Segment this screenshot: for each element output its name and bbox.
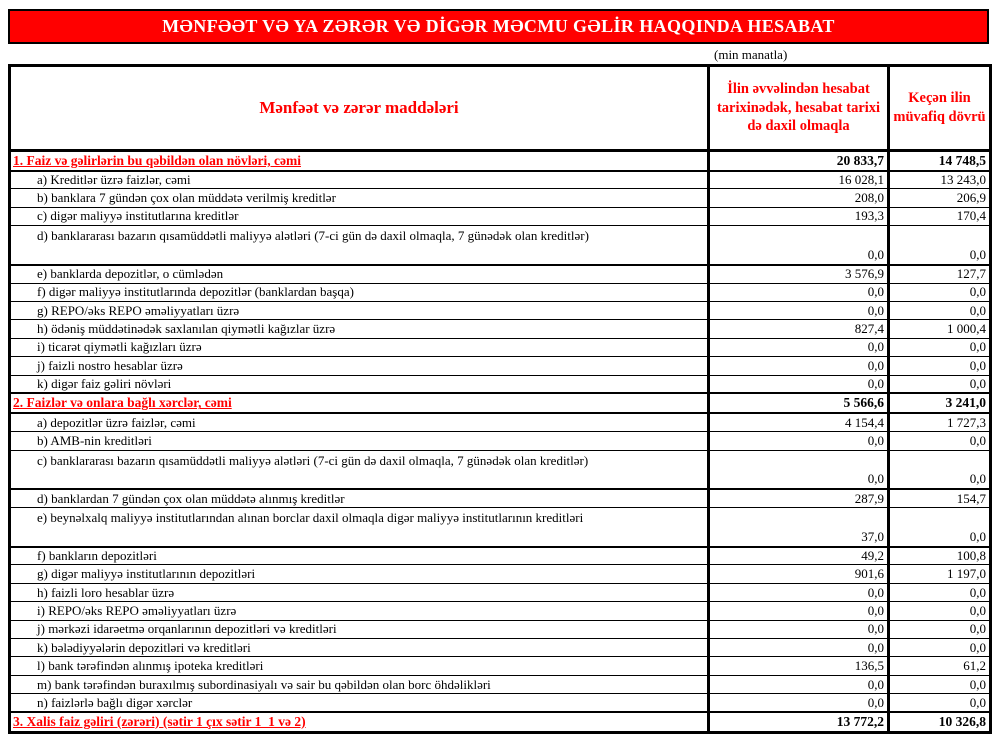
row-label: j) mərkəzi idarəetmə orqanlarının depozitləri və kreditləri bbox=[10, 620, 709, 638]
unit-note-row bbox=[8, 44, 989, 64]
value-current-period: 0,0 bbox=[709, 639, 889, 657]
row-label: k) bələdiyyələrin depozitləri və kreditləri bbox=[10, 639, 709, 657]
row-label: f) bankların depozitləri bbox=[10, 547, 709, 565]
value-current-period: 0,0 bbox=[709, 694, 889, 712]
value-current-period: 0,0 bbox=[709, 602, 889, 620]
value-previous-period: 154,7 bbox=[889, 489, 991, 507]
value-current-period: 13 772,2 bbox=[709, 712, 889, 732]
row-label: i) REPO/əks REPO əməliyyatları üzrə bbox=[10, 602, 709, 620]
value-current-period: 0,0 bbox=[709, 338, 889, 356]
value-current-period: 0,0 bbox=[709, 226, 889, 265]
column-header-current-period: İlin əvvəlindən hesabat tarixinədək, hesabat tarixi də daxil olmaqla bbox=[709, 66, 889, 151]
table-row bbox=[10, 432, 991, 450]
table-row bbox=[10, 694, 991, 712]
table-row bbox=[10, 583, 991, 601]
value-previous-period: 206,9 bbox=[889, 189, 991, 207]
table-row bbox=[10, 357, 991, 375]
row-label: a) Kreditlər üzrə faizlər, cəmi bbox=[10, 171, 709, 189]
table-row bbox=[10, 413, 991, 431]
row-label: d) banklardan 7 gündən çox olan müddətə alınmış kreditlər bbox=[10, 489, 709, 507]
row-label: k) digər faiz gəliri növləri bbox=[10, 375, 709, 393]
row-label: c) digər maliyyə institutlarına kreditlər bbox=[10, 207, 709, 225]
value-current-period: 0,0 bbox=[709, 357, 889, 375]
report-table-body bbox=[10, 151, 991, 733]
table-row bbox=[10, 265, 991, 283]
table-row bbox=[10, 320, 991, 338]
value-previous-period: 0,0 bbox=[889, 694, 991, 712]
row-label: f) digər maliyyə institutlarında depozitlər (banklardan başqa) bbox=[10, 283, 709, 301]
value-current-period: 208,0 bbox=[709, 189, 889, 207]
table-row bbox=[10, 207, 991, 225]
value-previous-period: 3 241,0 bbox=[889, 393, 991, 413]
row-label: g) REPO/əks REPO əməliyyatları üzrə bbox=[10, 301, 709, 319]
table-row bbox=[10, 565, 991, 583]
value-current-period: 287,9 bbox=[709, 489, 889, 507]
value-current-period: 4 154,4 bbox=[709, 413, 889, 431]
value-current-period: 0,0 bbox=[709, 432, 889, 450]
value-current-period: 49,2 bbox=[709, 547, 889, 565]
table-row bbox=[10, 547, 991, 565]
value-current-period: 0,0 bbox=[709, 301, 889, 319]
row-label: i) ticarət qiymətli kağızları üzrə bbox=[10, 338, 709, 356]
table-row bbox=[10, 657, 991, 675]
value-previous-period: 0,0 bbox=[889, 508, 991, 547]
column-header-items: Mənfəət və zərər maddələri bbox=[10, 66, 709, 151]
report-title-banner bbox=[8, 9, 989, 44]
value-previous-period: 0,0 bbox=[889, 583, 991, 601]
value-current-period: 3 576,9 bbox=[709, 265, 889, 283]
table-row bbox=[10, 602, 991, 620]
value-current-period: 0,0 bbox=[709, 675, 889, 693]
table-row bbox=[10, 508, 991, 547]
table-row bbox=[10, 283, 991, 301]
table-row bbox=[10, 393, 991, 413]
table-row bbox=[10, 489, 991, 507]
value-previous-period: 0,0 bbox=[889, 450, 991, 489]
row-label: b) banklara 7 gündən çox olan müddətə verilmiş kreditlər bbox=[10, 189, 709, 207]
table-row bbox=[10, 171, 991, 189]
value-current-period: 0,0 bbox=[709, 283, 889, 301]
row-label: h) faizli loro hesablar üzrə bbox=[10, 583, 709, 601]
value-previous-period: 0,0 bbox=[889, 338, 991, 356]
row-label: j) faizli nostro hesablar üzrə bbox=[10, 357, 709, 375]
value-previous-period: 127,7 bbox=[889, 265, 991, 283]
row-label: c) banklararası bazarın qısamüddətli maliyyə alətləri (7-ci gün də daxil olmaqla, 7 günədək olan kreditlər) bbox=[10, 450, 709, 489]
value-previous-period: 1 000,4 bbox=[889, 320, 991, 338]
value-previous-period: 0,0 bbox=[889, 375, 991, 393]
value-current-period: 37,0 bbox=[709, 508, 889, 547]
row-label: h) ödəniş müddətinədək saxlanılan qiymətli kağızlar üzrə bbox=[10, 320, 709, 338]
value-previous-period: 0,0 bbox=[889, 620, 991, 638]
value-previous-period: 1 197,0 bbox=[889, 565, 991, 583]
table-row bbox=[10, 301, 991, 319]
value-previous-period: 10 326,8 bbox=[889, 712, 991, 732]
row-label: d) banklararası bazarın qısamüddətli maliyyə alətləri (7-ci gün də daxil olmaqla, 7 günədək olan kreditlər) bbox=[10, 226, 709, 265]
row-label: e) beynəlxalq maliyyə institutlarından alınan borclar daxil olmaqla digər maliyyə institutlarının kreditləri bbox=[10, 508, 709, 547]
value-previous-period: 0,0 bbox=[889, 675, 991, 693]
value-current-period: 193,3 bbox=[709, 207, 889, 225]
table-row bbox=[10, 151, 991, 171]
row-label: 3. Xalis faiz gəliri (zərəri) (sətir 1 çıx sətir 1_1 və 2) bbox=[10, 712, 709, 732]
table-row bbox=[10, 639, 991, 657]
row-label: n) faizlərlə bağlı digər xərclər bbox=[10, 694, 709, 712]
row-label: g) digər maliyyə institutlarının depozitləri bbox=[10, 565, 709, 583]
table-row bbox=[10, 226, 991, 265]
value-current-period: 136,5 bbox=[709, 657, 889, 675]
value-previous-period: 1 727,3 bbox=[889, 413, 991, 431]
value-previous-period: 61,2 bbox=[889, 657, 991, 675]
row-label: m) bank tərəfindən buraxılmış subordinasiyalı və sair bu qəbildən olan borc öhdəlikləri bbox=[10, 675, 709, 693]
row-label: a) depozitlər üzrə faizlər, cəmi bbox=[10, 413, 709, 431]
value-previous-period: 0,0 bbox=[889, 226, 991, 265]
row-label: 2. Faizlər və onlara bağlı xərclər, cəmi bbox=[10, 393, 709, 413]
table-row bbox=[10, 450, 991, 489]
table-row bbox=[10, 675, 991, 693]
unit-note: (min manatla) bbox=[714, 47, 788, 62]
value-previous-period: 13 243,0 bbox=[889, 171, 991, 189]
value-previous-period: 170,4 bbox=[889, 207, 991, 225]
value-current-period: 0,0 bbox=[709, 375, 889, 393]
row-label: 1. Faiz və gəlirlərin bu qəbildən olan növləri, cəmi bbox=[10, 151, 709, 171]
table-row bbox=[10, 338, 991, 356]
value-previous-period: 0,0 bbox=[889, 432, 991, 450]
column-header-previous-period: Keçən ilin müvafiq dövrü bbox=[889, 66, 991, 151]
row-label: b) AMB-nin kreditləri bbox=[10, 432, 709, 450]
report-title: MƏNFƏƏT VƏ YA ZƏRƏR VƏ DİGƏR MƏCMU GƏLİR HAQQINDA HESABAT bbox=[162, 16, 835, 36]
value-previous-period: 100,8 bbox=[889, 547, 991, 565]
table-row bbox=[10, 375, 991, 393]
profit-loss-table bbox=[8, 64, 992, 734]
value-previous-period: 0,0 bbox=[889, 602, 991, 620]
table-row bbox=[10, 712, 991, 732]
value-previous-period: 0,0 bbox=[889, 283, 991, 301]
value-previous-period: 0,0 bbox=[889, 301, 991, 319]
value-current-period: 5 566,6 bbox=[709, 393, 889, 413]
value-current-period: 0,0 bbox=[709, 450, 889, 489]
value-previous-period: 14 748,5 bbox=[889, 151, 991, 171]
value-current-period: 16 028,1 bbox=[709, 171, 889, 189]
value-previous-period: 0,0 bbox=[889, 357, 991, 375]
table-row bbox=[10, 620, 991, 638]
table-row bbox=[10, 189, 991, 207]
value-current-period: 0,0 bbox=[709, 620, 889, 638]
value-previous-period: 0,0 bbox=[889, 639, 991, 657]
value-current-period: 0,0 bbox=[709, 583, 889, 601]
row-label: e) banklarda depozitlər, o cümlədən bbox=[10, 265, 709, 283]
value-current-period: 20 833,7 bbox=[709, 151, 889, 171]
table-header bbox=[10, 66, 991, 151]
value-current-period: 901,6 bbox=[709, 565, 889, 583]
row-label: l) bank tərəfindən alınmış ipoteka kreditləri bbox=[10, 657, 709, 675]
value-current-period: 827,4 bbox=[709, 320, 889, 338]
table-header-row bbox=[10, 66, 991, 151]
